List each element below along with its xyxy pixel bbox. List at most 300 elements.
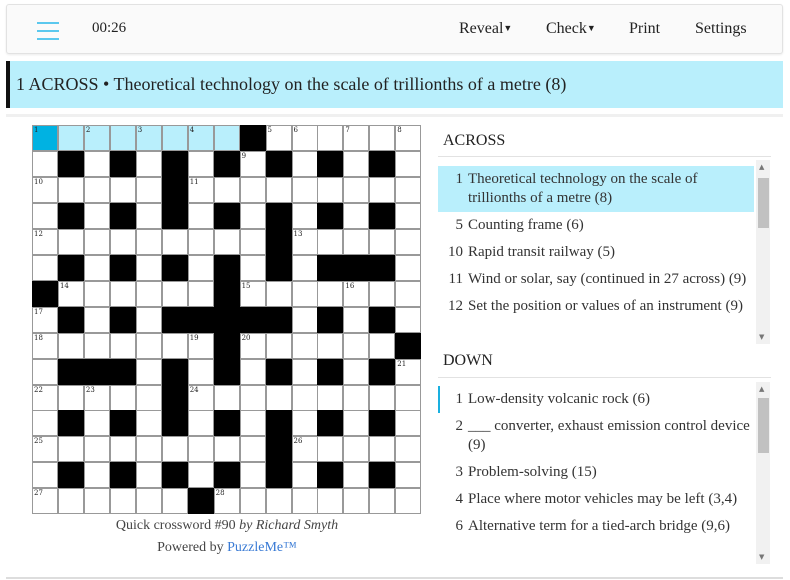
cell-number: 19 [189, 333, 199, 342]
grid-cell[interactable] [58, 436, 84, 462]
grid-cell[interactable] [395, 281, 421, 307]
grid-cell[interactable] [84, 177, 110, 203]
grid-cell[interactable] [84, 229, 110, 255]
grid-cell[interactable] [369, 281, 395, 307]
grid-cell[interactable] [32, 488, 58, 514]
clue-number: 6 [455, 518, 463, 534]
grid-cell[interactable] [162, 333, 188, 359]
grid-cell[interactable] [292, 307, 318, 333]
clue-number: 1 [455, 171, 463, 187]
grid-cell[interactable] [266, 385, 292, 411]
grid-cell[interactable] [395, 462, 421, 488]
grid-cell[interactable] [32, 255, 58, 281]
clue-number: 10 [448, 244, 463, 260]
black-cell [266, 359, 292, 385]
puzzle-author: by Richard Smyth [239, 518, 339, 533]
grid-cell[interactable] [343, 307, 369, 333]
check-menu-button[interactable] [546, 20, 596, 38]
grid-cell[interactable] [292, 410, 318, 436]
grid-cell[interactable] [240, 333, 266, 359]
grid-cell[interactable] [84, 281, 110, 307]
clue-item[interactable] [438, 413, 770, 459]
grid-cell[interactable] [84, 307, 110, 333]
black-cell [369, 255, 395, 281]
grid-cell[interactable] [395, 410, 421, 436]
clue-number: 1 [455, 391, 463, 407]
grid-cell[interactable] [136, 255, 162, 281]
black-cell [188, 307, 214, 333]
black-cell [110, 307, 136, 333]
grid-cell[interactable] [58, 229, 84, 255]
grid-cell[interactable] [188, 255, 214, 281]
grid-cell[interactable] [395, 307, 421, 333]
grid-cell[interactable] [343, 488, 369, 514]
grid-cell[interactable] [214, 229, 240, 255]
black-cell [188, 488, 214, 514]
grid-cell[interactable] [110, 436, 136, 462]
grid-cell[interactable] [136, 359, 162, 385]
reveal-menu-button[interactable] [459, 20, 512, 38]
cell-number: 8 [397, 126, 402, 134]
grid-cell[interactable] [317, 436, 343, 462]
grid-cell[interactable] [292, 333, 318, 359]
cell-number: 15 [241, 281, 251, 290]
black-cell [317, 359, 343, 385]
grid-cell[interactable] [292, 177, 318, 203]
clue-text: Problem-solving (15) [468, 464, 597, 480]
grid-cell[interactable] [188, 151, 214, 177]
grid-cell[interactable] [395, 385, 421, 411]
grid-cell[interactable] [292, 125, 318, 151]
black-cell [317, 203, 343, 229]
puzzleme-link[interactable]: PuzzleMe™ [227, 540, 297, 555]
black-cell [266, 307, 292, 333]
cell-number: 20 [241, 333, 251, 342]
black-cell [395, 333, 421, 359]
black-cell [32, 281, 58, 307]
clue-number: 5 [455, 217, 463, 233]
grid-cell[interactable] [32, 436, 58, 462]
grid-cell[interactable] [395, 229, 421, 255]
grid-cell[interactable] [84, 385, 110, 411]
grid-cell[interactable] [110, 488, 136, 514]
black-cell [266, 410, 292, 436]
grid-cell[interactable] [369, 229, 395, 255]
grid-cell[interactable] [32, 410, 58, 436]
grid-cell[interactable] [84, 151, 110, 177]
down-scrollbar[interactable] [756, 382, 770, 564]
grid-cell[interactable] [136, 488, 162, 514]
black-cell [110, 410, 136, 436]
grid-cell[interactable] [84, 462, 110, 488]
black-cell [214, 307, 240, 333]
grid-cell[interactable] [240, 255, 266, 281]
black-cell [58, 359, 84, 385]
black-cell [84, 359, 110, 385]
grid-cell[interactable] [188, 385, 214, 411]
grid-cell[interactable] [214, 488, 240, 514]
cell-number: 23 [85, 385, 95, 394]
grid-cell[interactable] [188, 359, 214, 385]
clue-item[interactable] [438, 166, 754, 212]
grid-cell[interactable] [32, 385, 58, 411]
black-cell [110, 151, 136, 177]
black-cell [58, 307, 84, 333]
caret-down-icon: ▼ [586, 23, 596, 33]
divider [6, 114, 783, 117]
settings-button[interactable]: Settings [695, 20, 747, 37]
cell-number: 27 [34, 489, 43, 498]
grid-cell[interactable] [317, 333, 343, 359]
puzzle-caption [32, 518, 422, 534]
grid-cell[interactable] [214, 436, 240, 462]
grid-cell[interactable] [240, 151, 266, 177]
grid-cell[interactable] [110, 229, 136, 255]
grid-cell[interactable] [188, 436, 214, 462]
black-cell [240, 307, 266, 333]
black-cell [214, 281, 240, 307]
check-label: Check [546, 20, 587, 37]
grid-cell[interactable] [188, 333, 214, 359]
grid-cell[interactable] [240, 229, 266, 255]
grid-cell[interactable] [188, 281, 214, 307]
black-cell [317, 462, 343, 488]
clue-text: Theoretical technology on the scale of trillionths of a metre (8) [468, 171, 698, 206]
clue-item[interactable] [438, 266, 770, 293]
grid-cell[interactable] [136, 410, 162, 436]
hamburger-menu-icon[interactable] [37, 22, 59, 40]
clue-item[interactable] [438, 293, 770, 320]
grid-cell[interactable] [188, 203, 214, 229]
clue-text: Rapid transit railway (5) [468, 244, 616, 260]
across-clue-list[interactable] [438, 166, 770, 344]
grid-cell[interactable] [32, 333, 58, 359]
cell-number: 12 [34, 229, 43, 238]
clue-text: Wind or solar, say (continued in 27 across) (9) [468, 271, 747, 287]
clue-number: 3 [455, 464, 463, 480]
cell-number: 28 [215, 489, 225, 498]
cell-number: 10 [34, 177, 43, 186]
black-cell [343, 255, 369, 281]
grid-cell[interactable] [58, 125, 84, 151]
grid-cell[interactable] [343, 203, 369, 229]
grid-cell[interactable] [110, 125, 136, 151]
black-cell [266, 255, 292, 281]
cell-number: 7 [345, 126, 350, 134]
grid-cell[interactable] [395, 151, 421, 177]
black-cell [214, 333, 240, 359]
grid-cell[interactable] [188, 125, 214, 151]
cell-number: 9 [241, 151, 247, 160]
black-cell [369, 151, 395, 177]
powered-by [32, 540, 422, 556]
black-cell [317, 307, 343, 333]
grid-cell[interactable] [292, 385, 318, 411]
grid-cell[interactable] [84, 333, 110, 359]
grid-cell[interactable] [317, 385, 343, 411]
grid-cell[interactable] [136, 229, 162, 255]
black-cell [110, 255, 136, 281]
clue-item[interactable] [438, 459, 770, 486]
current-clue-bar: 1 ACROSS • Theoretical technology on the scale of trillionths of a metre (8) [6, 61, 783, 108]
grid-cell[interactable] [84, 203, 110, 229]
black-cell [162, 255, 188, 281]
black-cell [162, 410, 188, 436]
grid-cell[interactable] [343, 436, 369, 462]
grid-cell[interactable] [343, 462, 369, 488]
grid-cell[interactable] [214, 177, 240, 203]
crossword-grid[interactable] [32, 125, 422, 515]
grid-cell[interactable] [58, 177, 84, 203]
grid-cell[interactable] [136, 462, 162, 488]
black-cell [369, 307, 395, 333]
print-button[interactable]: Print [629, 20, 661, 37]
grid-cell[interactable] [136, 125, 162, 151]
grid-cell[interactable] [110, 281, 136, 307]
grid-cell[interactable] [136, 436, 162, 462]
scroll-down-icon[interactable]: ▼ [759, 553, 765, 561]
down-heading: DOWN [443, 352, 493, 369]
grid-cell[interactable] [395, 436, 421, 462]
clue-number: 4 [455, 491, 463, 507]
black-cell [317, 151, 343, 177]
grid-cell[interactable] [317, 281, 343, 307]
grid-cell[interactable] [369, 436, 395, 462]
cell-number: 2 [85, 126, 91, 134]
grid-cell[interactable] [188, 410, 214, 436]
black-cell [317, 410, 343, 436]
cell-number: 21 [397, 359, 407, 368]
clue-number: 11 [448, 271, 463, 287]
clue-item[interactable] [438, 513, 770, 540]
black-cell [266, 203, 292, 229]
scrollbar-thumb[interactable] [758, 398, 769, 453]
grid-cell[interactable] [240, 436, 266, 462]
grid-cell[interactable] [395, 177, 421, 203]
grid-cell[interactable] [240, 281, 266, 307]
grid-cell[interactable] [343, 359, 369, 385]
grid-cell[interactable] [369, 488, 395, 514]
black-cell [369, 410, 395, 436]
black-cell [369, 359, 395, 385]
clue-item[interactable] [438, 239, 770, 266]
cell-number: 3 [137, 126, 143, 134]
grid-cell[interactable] [32, 229, 58, 255]
grid-cell[interactable] [395, 203, 421, 229]
grid-cell[interactable] [32, 462, 58, 488]
grid-cell[interactable] [317, 229, 343, 255]
black-cell [162, 177, 188, 203]
grid-cell[interactable] [84, 410, 110, 436]
grid-cell[interactable] [84, 125, 110, 151]
scroll-down-icon[interactable]: ▼ [759, 333, 765, 341]
black-cell [58, 410, 84, 436]
clue-item[interactable] [438, 486, 770, 513]
black-cell [162, 307, 188, 333]
reveal-label: Reveal [459, 20, 504, 37]
grid-cell[interactable] [58, 333, 84, 359]
black-cell [58, 255, 84, 281]
black-cell [369, 462, 395, 488]
grid-cell[interactable] [266, 333, 292, 359]
grid-cell[interactable] [136, 307, 162, 333]
grid-cell[interactable] [395, 125, 421, 151]
caret-down-icon: ▼ [503, 23, 513, 33]
black-cell [214, 359, 240, 385]
grid-cell[interactable] [188, 177, 214, 203]
grid-cell[interactable] [292, 488, 318, 514]
grid-cell[interactable] [32, 125, 58, 151]
grid-cell[interactable] [84, 255, 110, 281]
cell-number: 17 [34, 307, 43, 316]
cell-number: 16 [345, 281, 355, 290]
down-clue-list[interactable] [438, 386, 770, 564]
grid-cell[interactable] [240, 203, 266, 229]
black-cell [162, 151, 188, 177]
cell-number: 4 [189, 126, 195, 134]
black-cell [214, 203, 240, 229]
clue-text: Set the position or values of an instrument (9) [468, 298, 743, 314]
grid-cell[interactable] [343, 410, 369, 436]
grid-cell[interactable] [240, 385, 266, 411]
grid-cell[interactable] [317, 488, 343, 514]
black-cell [58, 462, 84, 488]
grid-cell[interactable] [162, 436, 188, 462]
grid-cell[interactable] [292, 436, 318, 462]
black-cell [266, 229, 292, 255]
grid-cell[interactable] [266, 177, 292, 203]
grid-cell[interactable] [292, 255, 318, 281]
grid-cell[interactable] [110, 333, 136, 359]
grid-cell[interactable] [292, 203, 318, 229]
clue-item[interactable] [438, 386, 770, 413]
grid-cell[interactable] [395, 488, 421, 514]
grid-cell[interactable] [162, 488, 188, 514]
grid-cell[interactable] [162, 229, 188, 255]
grid-cell[interactable] [369, 333, 395, 359]
powered-by-label: Powered by [157, 540, 224, 555]
black-cell [266, 436, 292, 462]
grid-cell[interactable] [32, 151, 58, 177]
grid-cell[interactable] [240, 177, 266, 203]
black-cell [162, 385, 188, 411]
black-cell [110, 203, 136, 229]
grid-cell[interactable] [136, 385, 162, 411]
grid-cell[interactable] [343, 125, 369, 151]
grid-cell[interactable] [136, 281, 162, 307]
grid-cell[interactable] [32, 307, 58, 333]
cell-number: 18 [34, 333, 43, 342]
black-cell [162, 203, 188, 229]
clue-text: Alternative term for a tied-arch bridge (9,6) [468, 518, 730, 534]
grid-cell[interactable] [343, 177, 369, 203]
grid-cell[interactable] [58, 488, 84, 514]
grid-cell[interactable] [317, 125, 343, 151]
grid-cell[interactable] [266, 488, 292, 514]
grid-cell[interactable] [162, 281, 188, 307]
grid-cell[interactable] [343, 229, 369, 255]
grid-cell[interactable] [369, 385, 395, 411]
grid-cell[interactable] [292, 151, 318, 177]
grid-cell[interactable] [136, 333, 162, 359]
grid-cell[interactable] [136, 203, 162, 229]
grid-cell[interactable] [58, 385, 84, 411]
grid-cell[interactable] [240, 359, 266, 385]
grid-cell[interactable] [266, 125, 292, 151]
grid-cell[interactable] [84, 436, 110, 462]
grid-cell[interactable] [292, 462, 318, 488]
divider [6, 577, 783, 579]
clue-number: 12 [448, 298, 463, 314]
grid-cell[interactable] [240, 488, 266, 514]
across-scrollbar[interactable] [756, 160, 770, 344]
clue-text: Counting frame (6) [468, 217, 584, 233]
grid-cell[interactable] [240, 462, 266, 488]
grid-cell[interactable] [369, 125, 395, 151]
cell-number: 11 [189, 177, 199, 186]
grid-cell[interactable] [162, 125, 188, 151]
black-cell [214, 462, 240, 488]
black-cell [58, 151, 84, 177]
grid-cell[interactable] [188, 462, 214, 488]
grid-cell[interactable] [32, 177, 58, 203]
grid-cell[interactable] [240, 410, 266, 436]
grid-cell[interactable] [369, 177, 395, 203]
grid-cell[interactable] [343, 333, 369, 359]
grid-cell[interactable] [343, 151, 369, 177]
across-heading: ACROSS [443, 132, 506, 149]
toolbar [6, 4, 783, 54]
grid-cell[interactable] [292, 229, 318, 255]
grid-cell[interactable] [32, 203, 58, 229]
scroll-up-icon[interactable]: ▲ [759, 385, 765, 393]
black-cell [110, 462, 136, 488]
black-cell [240, 125, 266, 151]
black-cell [317, 255, 343, 281]
grid-cell[interactable] [292, 281, 318, 307]
timer: 00:26 [92, 20, 127, 36]
grid-cell[interactable] [343, 385, 369, 411]
grid-cell[interactable] [58, 281, 84, 307]
grid-cell[interactable] [136, 151, 162, 177]
grid-cell[interactable] [188, 229, 214, 255]
grid-cell[interactable] [395, 255, 421, 281]
cell-number: 13 [293, 229, 303, 238]
scroll-up-icon[interactable]: ▲ [759, 163, 765, 171]
grid-cell[interactable] [317, 177, 343, 203]
black-cell [214, 151, 240, 177]
grid-cell[interactable] [110, 177, 136, 203]
grid-cell[interactable] [395, 359, 421, 385]
grid-cell[interactable] [84, 488, 110, 514]
black-cell [162, 462, 188, 488]
cell-number: 5 [267, 126, 273, 134]
black-cell [266, 151, 292, 177]
grid-cell[interactable] [343, 281, 369, 307]
grid-cell[interactable] [214, 125, 240, 151]
grid-cell[interactable] [214, 385, 240, 411]
grid-cell[interactable] [32, 359, 58, 385]
grid-cell[interactable] [266, 281, 292, 307]
scrollbar-thumb[interactable] [758, 178, 769, 228]
grid-cell[interactable] [110, 385, 136, 411]
grid-cell[interactable] [136, 177, 162, 203]
divider [438, 156, 771, 157]
cell-number: 22 [34, 385, 43, 394]
clue-item[interactable] [438, 212, 770, 239]
divider [438, 377, 771, 378]
grid-cell[interactable] [292, 359, 318, 385]
